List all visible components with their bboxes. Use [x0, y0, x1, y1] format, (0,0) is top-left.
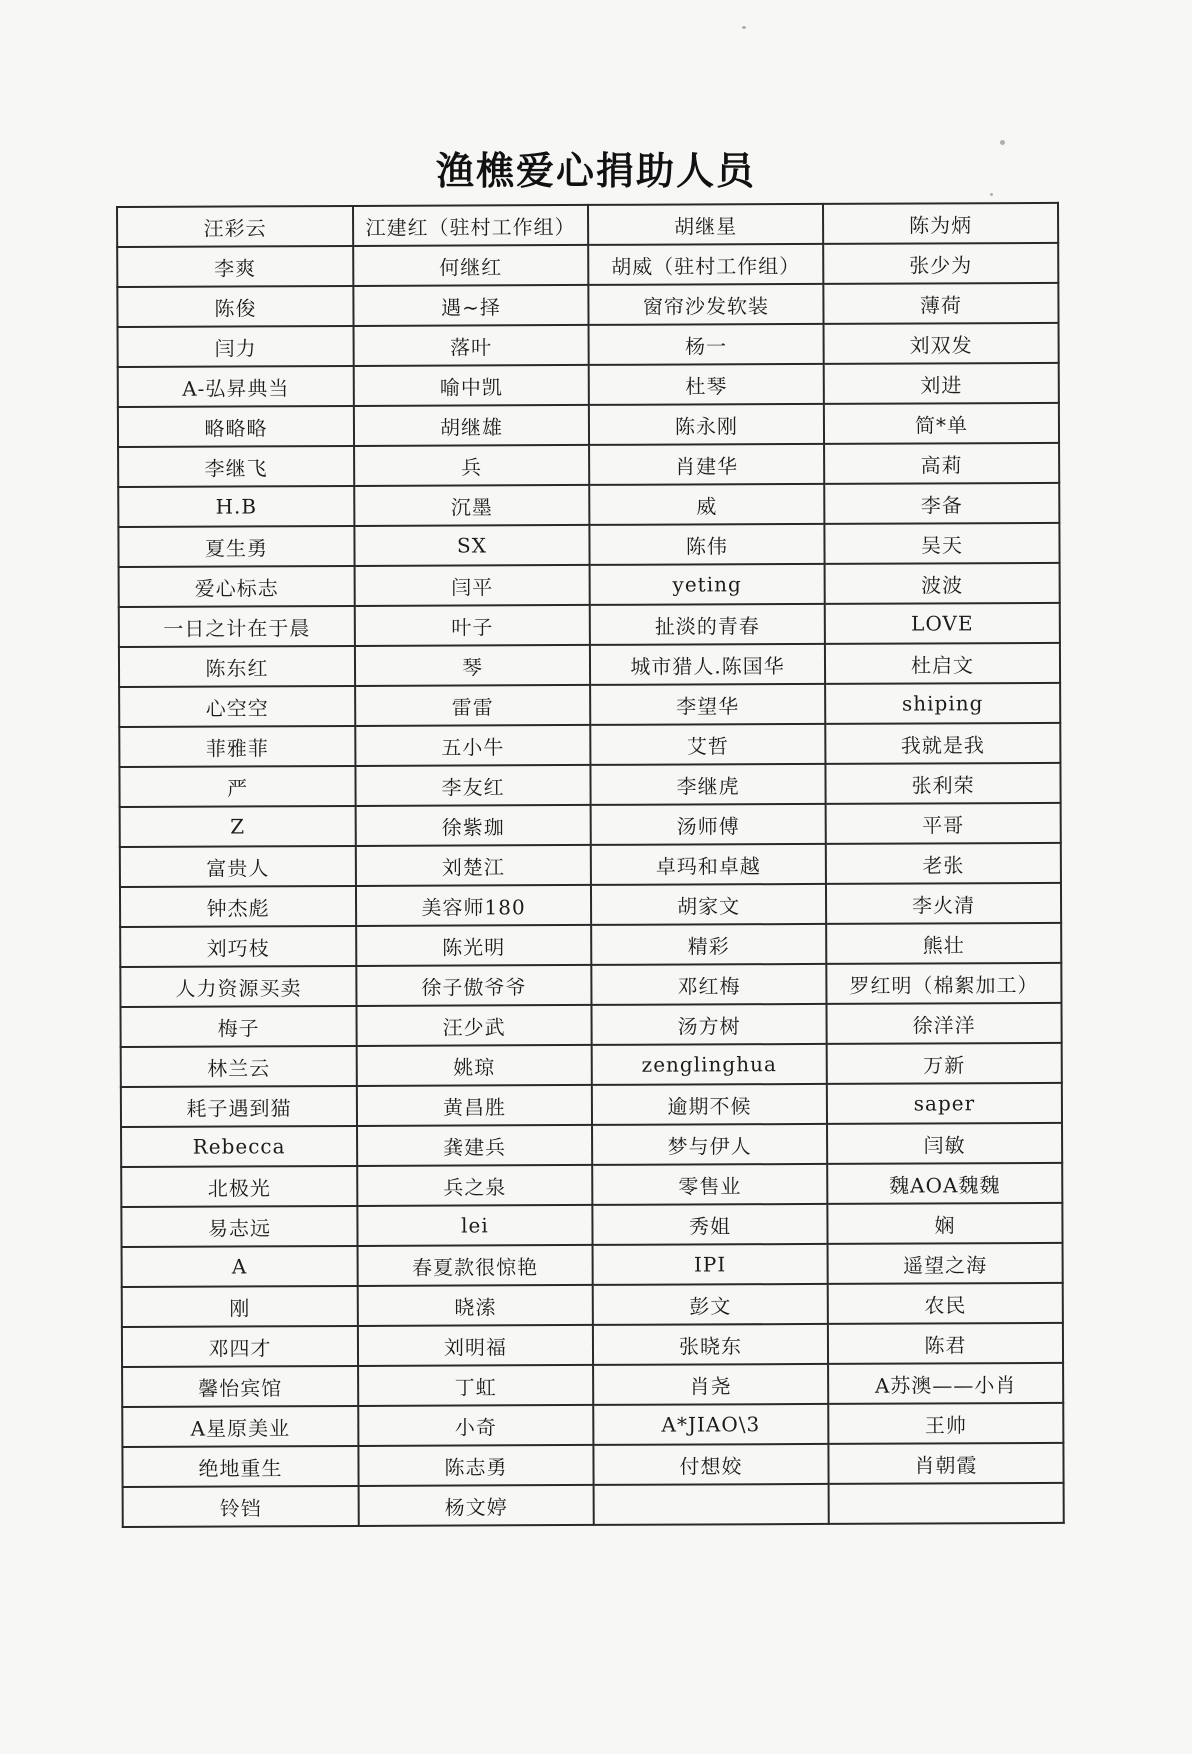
donor-name-cell: 精彩	[591, 924, 826, 965]
donor-name-cell	[594, 1484, 829, 1525]
table-row	[122, 1363, 1063, 1407]
table-row	[123, 1483, 1064, 1527]
donor-name-cell: 李爽	[117, 246, 353, 287]
donor-name-cell: 胡继雄	[354, 405, 589, 446]
donor-name-cell: 王帅	[828, 1403, 1063, 1444]
donor-name-cell: H.B	[118, 486, 354, 527]
donor-name-cell: 梅子	[120, 1006, 356, 1047]
donor-name-cell: Rebecca	[121, 1126, 357, 1167]
table-row	[121, 1123, 1062, 1167]
page-title: 渔樵爱心捐助人员	[435, 149, 756, 193]
table-row	[118, 483, 1059, 527]
donor-name-cell: 李望华	[590, 684, 825, 725]
donor-name-cell: 易志远	[121, 1206, 357, 1247]
donor-name-cell: 汪少武	[356, 1005, 591, 1046]
table-row	[119, 603, 1060, 647]
donor-name-cell: 夏生勇	[118, 526, 354, 567]
donor-name-cell: 娴	[827, 1203, 1062, 1244]
table-row	[120, 803, 1061, 847]
table-row	[122, 1243, 1063, 1287]
donor-name-cell: 农民	[828, 1283, 1063, 1324]
donor-name-cell: 罗红明（棉絮加工）	[826, 963, 1061, 1004]
donor-name-cell: 肖朝霞	[828, 1443, 1063, 1484]
donor-name-cell: 威	[589, 484, 824, 525]
donor-name-cell: lei	[357, 1205, 592, 1246]
table-row	[122, 1283, 1063, 1327]
donor-name-cell: 艾哲	[590, 724, 825, 765]
table-row	[120, 843, 1061, 887]
donor-name-cell: 刘明福	[358, 1325, 593, 1366]
donor-name-cell: 汤方树	[591, 1004, 826, 1045]
donor-name-cell: 李继飞	[118, 446, 354, 487]
donor-name-cell: 汤师傅	[591, 804, 826, 845]
donor-name-cell: zenglinghua	[592, 1044, 827, 1085]
donor-name-cell: 菲雅菲	[119, 726, 355, 767]
donor-name-cell: 兵之泉	[357, 1165, 592, 1206]
table-row	[119, 723, 1060, 767]
donor-name-cell: A	[122, 1246, 358, 1287]
donor-name-cell: 杜启文	[825, 643, 1060, 684]
donor-name-cell: 刘巧枝	[120, 926, 356, 967]
donor-name-cell: 兵	[354, 445, 589, 486]
table-row	[119, 563, 1060, 607]
donor-name-cell: 徐子傲爷爷	[356, 965, 591, 1006]
table-row	[117, 283, 1058, 327]
donor-name-cell: A*JIAO\3	[593, 1404, 828, 1445]
donor-name-cell: 平哥	[826, 803, 1061, 844]
donor-name-cell: 薄荷	[823, 283, 1058, 324]
donor-name-cell: 吴天	[824, 523, 1059, 564]
donor-name-cell: 刚	[122, 1286, 358, 1327]
table-row	[119, 763, 1060, 807]
donor-name-cell: 闫平	[355, 565, 590, 606]
donor-name-cell: yeting	[590, 564, 825, 605]
donor-name-cell: 彭文	[593, 1284, 828, 1325]
donor-name-cell: 绝地重生	[122, 1446, 358, 1487]
donor-name-cell: 邓四才	[122, 1326, 358, 1367]
donor-name-cell: 落叶	[354, 325, 589, 366]
donor-name-cell: A星原美业	[122, 1406, 358, 1447]
donor-name-cell: 闫敏	[827, 1123, 1062, 1164]
donor-name-cell: 老张	[826, 843, 1061, 884]
donor-name-cell: 陈俊	[117, 286, 353, 327]
donor-name-cell: 喻中凯	[354, 365, 589, 406]
donor-name-cell: 徐紫珈	[356, 805, 591, 846]
donor-table-body	[117, 203, 1064, 1527]
table-row	[117, 243, 1058, 287]
donor-name-cell: 我就是我	[825, 723, 1060, 764]
donor-name-cell: 徐洋洋	[826, 1003, 1061, 1044]
donor-name-cell: 陈东红	[119, 646, 355, 687]
donor-name-cell: 龚建兵	[357, 1125, 592, 1166]
donor-name-cell: 汪彩云	[117, 206, 353, 247]
donor-name-cell: 一日之计在于晨	[119, 606, 355, 647]
donor-name-cell: 丁虹	[358, 1365, 593, 1406]
donor-name-cell: 胡威（驻村工作组）	[588, 244, 823, 285]
donor-name-cell: 陈为炳	[823, 203, 1058, 244]
donor-name-cell: 人力资源买卖	[120, 966, 356, 1007]
donor-name-cell: 简*单	[824, 403, 1059, 444]
donor-name-cell: 姚琼	[357, 1045, 592, 1086]
donor-name-cell: 熊壮	[826, 923, 1061, 964]
donor-name-cell: 高莉	[824, 443, 1059, 484]
table-row	[118, 403, 1059, 447]
donor-name-cell: 黄昌胜	[357, 1085, 592, 1126]
donor-name-cell: SX	[354, 525, 589, 566]
donor-name-cell: 美容师180	[356, 885, 591, 926]
table-row	[120, 923, 1061, 967]
donor-name-cell: saper	[827, 1083, 1062, 1124]
table-row	[120, 963, 1061, 1007]
donor-name-cell: 何继红	[353, 245, 588, 286]
donor-name-cell: 杜琴	[589, 364, 824, 405]
donor-name-cell: 陈君	[828, 1323, 1063, 1364]
donor-name-cell: 遥望之海	[828, 1243, 1063, 1284]
donor-name-cell: 严	[119, 766, 355, 807]
donor-name-cell: 刘双发	[824, 323, 1059, 364]
donor-name-cell: 春夏款很惊艳	[358, 1245, 593, 1286]
donor-name-cell: 馨怡宾馆	[122, 1366, 358, 1407]
donor-name-cell: 略略略	[118, 406, 354, 447]
table-row	[118, 323, 1059, 367]
donor-name-cell: 张晓东	[593, 1324, 828, 1365]
table-row	[117, 203, 1058, 247]
donor-name-cell: 城市猎人.陈国华	[590, 644, 825, 685]
donor-name-cell: 富贵人	[120, 846, 356, 887]
donor-name-cell: 刘进	[824, 363, 1059, 404]
donor-name-cell: 梦与伊人	[592, 1124, 827, 1165]
table-row	[122, 1443, 1063, 1487]
donor-name-cell: 陈志勇	[358, 1445, 593, 1486]
donor-name-cell: 北极光	[121, 1166, 357, 1207]
donor-name-cell: 胡家文	[591, 884, 826, 925]
donor-name-cell: 闫力	[118, 326, 354, 367]
donor-name-cell: 肖尧	[593, 1364, 828, 1405]
donor-name-cell: 李友红	[355, 765, 590, 806]
table-row	[120, 883, 1061, 927]
donor-name-cell: 陈伟	[589, 524, 824, 565]
donor-table	[116, 202, 1065, 1528]
donor-name-cell: 零售业	[592, 1164, 827, 1205]
scan-speck	[742, 26, 746, 29]
donor-name-cell: 沉墨	[354, 485, 589, 526]
donor-name-cell: 刘楚江	[356, 845, 591, 886]
table-row	[118, 443, 1059, 487]
donor-name-cell: 李继虎	[590, 764, 825, 805]
donor-name-cell: 窗帘沙发软装	[588, 284, 823, 325]
donor-name-cell: 卓玛和卓越	[591, 844, 826, 885]
donor-name-cell: 雷雷	[355, 685, 590, 726]
donor-name-cell: 爱心标志	[119, 566, 355, 607]
table-row	[118, 363, 1059, 407]
table-row	[122, 1323, 1063, 1367]
donor-name-cell: 秀姐	[592, 1204, 827, 1245]
table-row	[119, 683, 1060, 727]
donor-name-cell: 江建红（驻村工作组）	[353, 205, 588, 246]
donor-name-cell: 钟杰彪	[120, 886, 356, 927]
donor-name-cell: 小奇	[358, 1405, 593, 1446]
donor-name-cell: 魏AOA魏魏	[827, 1163, 1062, 1204]
table-row	[121, 1163, 1062, 1207]
donor-name-cell: 逾期不候	[592, 1084, 827, 1125]
donor-name-cell: LOVE	[825, 603, 1060, 644]
table-row	[121, 1203, 1062, 1247]
table-row	[121, 1083, 1062, 1127]
donor-name-cell: A-弘昇典当	[118, 366, 354, 407]
donor-name-cell: shiping	[825, 683, 1060, 724]
donor-name-cell	[829, 1483, 1064, 1524]
donor-name-cell: 李备	[824, 483, 1059, 524]
donor-name-cell: 陈永刚	[589, 404, 824, 445]
table-row	[121, 1043, 1062, 1087]
donor-name-cell: IPI	[593, 1244, 828, 1285]
table-row	[122, 1403, 1063, 1447]
donor-name-cell: 陈光明	[356, 925, 591, 966]
donor-name-cell: 李火清	[826, 883, 1061, 924]
donor-name-cell: 遇~择	[353, 285, 588, 326]
donor-name-cell: 耗子遇到猫	[121, 1086, 357, 1127]
table-row	[120, 1003, 1061, 1047]
donor-name-cell: 胡继星	[588, 204, 823, 245]
donor-name-cell: 肖建华	[589, 444, 824, 485]
donor-name-cell: Z	[120, 806, 356, 847]
donor-name-cell: 万新	[827, 1043, 1062, 1084]
donor-name-cell: 心空空	[119, 686, 355, 727]
donor-name-cell: A苏澳——小肖	[828, 1363, 1063, 1404]
donor-name-cell: 张利荣	[825, 763, 1060, 804]
table-row	[118, 523, 1059, 567]
donor-name-cell: 付想姣	[593, 1444, 828, 1485]
donor-name-cell: 铃铛	[123, 1486, 359, 1527]
donor-name-cell: 叶子	[355, 605, 590, 646]
donor-name-cell: 林兰云	[121, 1046, 357, 1087]
donor-name-cell: 波波	[825, 563, 1060, 604]
donor-name-cell: 琴	[355, 645, 590, 686]
donor-name-cell: 杨文婷	[359, 1485, 594, 1526]
donor-name-cell: 晓溹	[358, 1285, 593, 1326]
donor-name-cell: 杨一	[589, 324, 824, 365]
donor-name-cell: 五小牛	[355, 725, 590, 766]
donor-name-cell: 邓红梅	[591, 964, 826, 1005]
donor-name-cell: 张少为	[823, 243, 1058, 284]
table-row	[119, 643, 1060, 687]
donor-name-cell: 扯淡的青春	[590, 604, 825, 645]
